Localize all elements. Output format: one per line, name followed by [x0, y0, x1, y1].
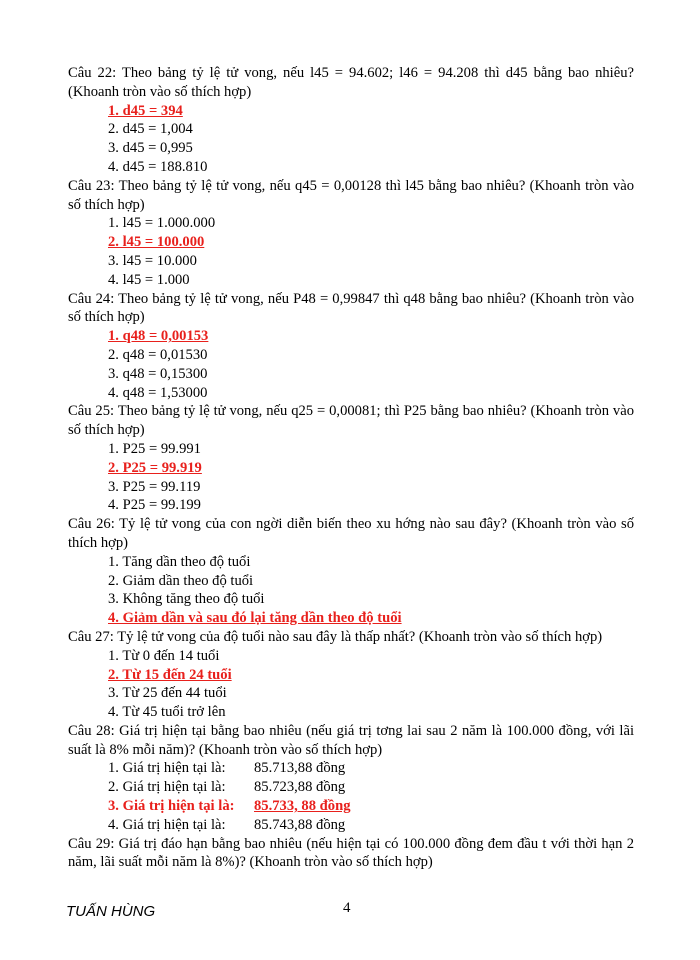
option: 4. l45 = 1.000	[108, 271, 190, 288]
question-text: Câu 26: Tỷ lệ tử vong của con ngời diễn biến theo xu hớng nào sau đây? (Khoanh tròn vào số thích hợp)	[68, 516, 634, 551]
option: 1. l45 = 1.000.000	[108, 215, 216, 232]
question-24	[68, 290, 634, 403]
option: 1. Tăng dần theo độ tuổi	[108, 553, 251, 570]
question-text: Câu 28: Giá trị hiện tại bằng bao nhiêu (nếu giá trị tơng lai sau 2 năm là 100.000 đồng, với lãi suất là 8% mỗi năm)? (Khoanh tròn vào số thích hợp)	[68, 722, 634, 758]
page-number: 4	[343, 900, 351, 916]
option-value: 85.733, 88 đồng	[254, 798, 351, 815]
question-text: Câu 27: Tỷ lệ tử vong của độ tuổi nào sau đây là thấp nhất? (Khoanh tròn vào số thích hợp)	[68, 628, 603, 645]
question-27	[68, 628, 634, 722]
option-label: 3. Giá trị hiện tại là:	[108, 798, 235, 815]
option: 4. q48 = 1,53000	[108, 384, 208, 401]
question-23	[68, 177, 634, 290]
option: 4. P25 = 99.199	[108, 497, 201, 514]
answer-option: 2. Từ 15 đến 24 tuổi	[108, 666, 232, 683]
option	[68, 816, 634, 835]
option: 3. l45 = 10.000	[108, 252, 197, 269]
option: 3. Không tăng theo độ tuổi	[108, 591, 265, 608]
answer-option: 1. q48 = 0,00153	[108, 328, 209, 345]
answer-option: 2. P25 = 99.919	[108, 459, 202, 476]
option: 4. Từ 45 tuổi trở lên	[108, 704, 226, 721]
document-body	[68, 64, 634, 872]
option: 3. P25 = 99.119	[108, 478, 201, 495]
answer-option: 4. Giảm dần và sau đó lại tăng dần theo độ tuổi	[108, 610, 402, 627]
option-label: 4. Giá trị hiện tại là:	[108, 816, 226, 833]
question-26	[68, 515, 634, 628]
option: 1. P25 = 99.991	[108, 440, 201, 457]
option: 4. d45 = 188.810	[108, 158, 208, 175]
option-label: 2. Giá trị hiện tại là:	[108, 779, 226, 796]
question-29	[68, 835, 634, 873]
answer-option: 2. l45 = 100.000	[108, 234, 205, 251]
option: 2. d45 = 1,004	[108, 121, 193, 138]
option-label: 1. Giá trị hiện tại là:	[108, 760, 226, 777]
answer-option	[68, 797, 634, 816]
question-25	[68, 402, 634, 515]
option-value: 85.723,88 đồng	[254, 779, 346, 796]
option: 1. Từ 0 đến 14 tuổi	[108, 647, 220, 664]
option: 2. q48 = 0,01530	[108, 346, 208, 363]
question-text: Câu 22: Theo bảng tỷ lệ tử vong, nếu l45 = 94.602; l46 = 94.208 thì d45 bằng bao nhiêu? (Khoanh tròn vào số thích hợp)	[68, 65, 634, 100]
option: 3. d45 = 0,995	[108, 140, 193, 157]
question-text: Câu 24: Theo bảng tỷ lệ tử vong, nếu P48 = 0,99847 thì q48 bằng bao nhiêu? (Khoanh tròn vào số thích hợp)	[68, 290, 634, 326]
option: 3. Từ 25 đến 44 tuổi	[108, 685, 227, 702]
question-28	[68, 722, 634, 835]
option	[68, 778, 634, 797]
option: 3. q48 = 0,15300	[108, 365, 208, 382]
option-value: 85.743,88 đồng	[254, 816, 346, 833]
question-text: Câu 25: Theo bảng tỷ lệ tử vong, nếu q25 = 0,00081; thì P25 bằng bao nhiêu? (Khoanh tròn vào số thích hợp)	[68, 403, 634, 439]
question-text: Câu 29: Giá trị đáo hạn bằng bao nhiêu (nếu hiện tại có 100.000 đồng đem đầu t với thời hạn 2 năm, lãi suất mỗi năm là 8%)? (Khoanh tròn vào số thích hợp)	[68, 835, 634, 871]
question-22	[68, 64, 634, 177]
option-value: 85.713,88 đồng	[254, 760, 346, 777]
question-text: Câu 23: Theo bảng tỷ lệ tử vong, nếu q45 = 0,00128 thì l45 bằng bao nhiêu? (Khoanh tròn vào số thích hợp)	[68, 177, 634, 213]
option: 2. Giảm dần theo độ tuổi	[108, 572, 254, 589]
answer-option: 1. d45 = 394	[108, 102, 183, 119]
footer-author: TUẤN HÙNG	[66, 903, 156, 920]
option	[68, 759, 634, 778]
